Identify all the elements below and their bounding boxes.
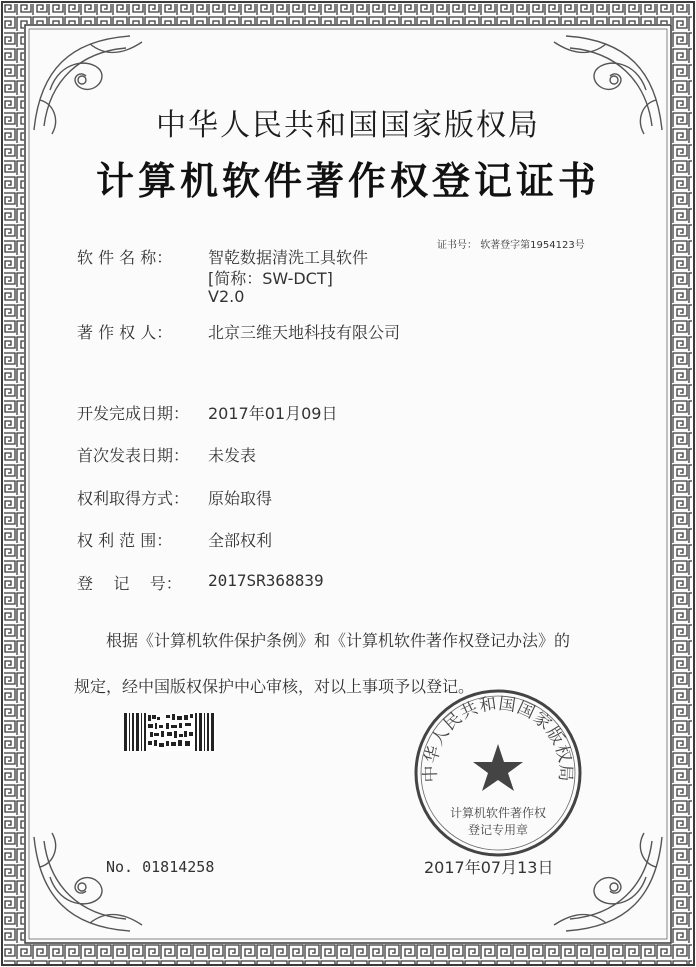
field-label-acquisition-method: 权利取得方式： xyxy=(77,489,190,508)
field-label-publication-date: 首次发表日期： xyxy=(77,446,190,465)
field-value-registration-number: 2017SR368839 xyxy=(208,571,324,590)
statement-line-1: 根据《计算机软件保护条例》和《计算机软件著作权登记办法》的 xyxy=(106,631,571,650)
certificate-number-value: 软著登字第1954123号 xyxy=(480,240,585,251)
field-label-software-name: 软 件 名 称： xyxy=(77,248,173,267)
corner-ornament-icon xyxy=(30,827,160,937)
field-value-acquisition-method: 原始取得 xyxy=(208,489,273,508)
field-value-version: V2.0 xyxy=(208,287,245,306)
field-value-software-name: 智乾数据清洗工具软件 xyxy=(208,248,369,267)
seal-inner-text-2: 登记专用章 xyxy=(467,823,529,837)
field-value-rights-scope: 全部权利 xyxy=(208,531,273,550)
field-label-registration-number: 登 记 号： xyxy=(77,574,182,593)
serial-number: No. 01814258 xyxy=(106,858,215,876)
statement-line-2: 规定，经中国版权保护中心审核，对以上事项予以登记。 xyxy=(74,677,475,696)
field-label-completion-date: 开发完成日期： xyxy=(77,404,190,423)
seal-inner-text-1: 计算机软件著作权 xyxy=(449,806,547,820)
field-value-short-name: [简称：SW-DCT] xyxy=(208,269,333,288)
barcode xyxy=(124,713,216,751)
issue-date: 2017年07月13日 xyxy=(424,858,554,877)
certificate-number-label: 证书号： xyxy=(437,240,477,251)
field-value-copyright-owner: 北京三维天地科技有限公司 xyxy=(208,323,401,342)
official-seal-icon xyxy=(412,687,584,859)
field-value-completion-date: 2017年01月09日 xyxy=(208,404,338,423)
issuing-authority: 中华人民共和国国家版权局 xyxy=(156,108,540,143)
field-value-publication-date: 未发表 xyxy=(208,446,257,465)
seal-outer-text: 中华人民共和国国家版权局 xyxy=(420,693,576,783)
field-label-copyright-owner: 著 作 权 人： xyxy=(77,323,173,342)
certificate-number xyxy=(437,236,585,251)
field-label-rights-scope: 权 利 范 围： xyxy=(77,531,173,550)
certificate-title: 计算机软件著作权登记证书 xyxy=(95,158,600,203)
